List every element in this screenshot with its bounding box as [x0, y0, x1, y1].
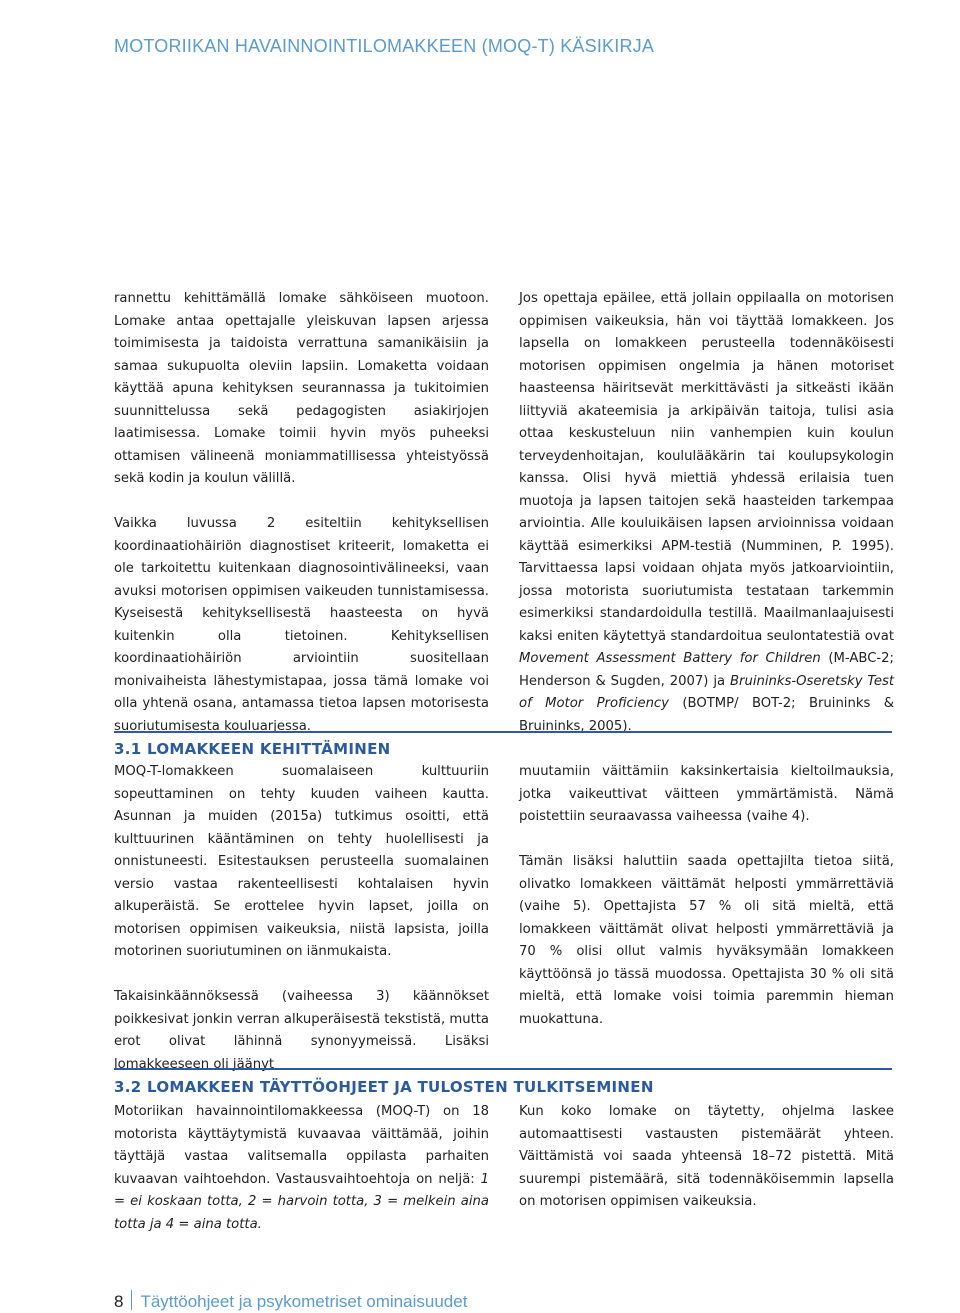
italic-text: 1 = ei koskaan totta, 2 = harvoin totta, 3 = melkein aina totta ja 4 = aina totta. [114, 1171, 489, 1232]
chapter-title: Täyttöohjeet ja psykometriset ominaisuudet [140, 1292, 468, 1311]
paragraph: Vaikka luvussa 2 esiteltiin kehityksellisen koordinaatiohäiriön diagnostiset kriteerit, lomaketta ei ole tarkoitettu kuitenkaan diagnosointivälineeksi, vaan avuksi motorisen oppimisen vaikeuden tunnistamisessa. Kyseisestä kehityksellisestä haasteesta on hyvä kuitenkin olla tietoinen. Kehityksellisen koordinaatiohäiriön arviointiin suositellaan monivaiheista lähestymistapaa, jossa tämä lomake voi olla yhtenä osana, antamassa tietoa lapsen motorisesta suoriutumisesta kouluarjessa. [114, 516, 489, 734]
section-divider [114, 731, 892, 733]
text-run: Jos opettaja epäilee, että jollain oppilaalla on motorisen oppimisen vaikeuksia, hän voi täyttää lomakkeen. Jos lapsella on lomakkeen perusteella todennäköisesti motorisen oppimisen ongelmia ja hänen motoriset haasteensa häiritsevät merkittävästi ja sitkeästi ikään liittyviä akateemisia ja arkipäivän taitoja, tulisi asia ottaa keskusteluun niin vanhempien kuin koulun terveydenhoitajan, koululääkärin tai koulupsykologin kanssa. Olisi hyvä miettiä yhdessä erilaisia tuen muotoja ja lapsen taitojen sekä haasteiden tarkempaa arviointia. Alle kouluikäisen lapsen arvioinnissa voidaan käyttää esimerkiksi APM-testiä (Numminen, P. 1995). Tarvittaessa lapsi voidaan ohjata myös jatkoarviointiin, jossa motorista suoriutumista testataan tarkemmin esimerkiksi standardoidulla testillä. Maailmanlaajuisesti kaksi eniten käytettyä standardoitua seulontatestiä ovat [519, 291, 894, 644]
paragraph: Takaisinkäännöksessä (vaiheessa 3) käännökset poikkesivat jonkin verran alkuperäisestä tekstistä, mutta erot olivat lähinnä synonyymeissä. Lisäksi lomakkeeseen oli jäänyt [114, 989, 489, 1072]
paragraph: MOQ-T-lomakkeen suomalaiseen kulttuuriin sopeuttaminen on tehty kuuden vaiheen kautta. Asunnan ja muiden (2015a) tutkimus osoitti, että kulttuurinen kääntäminen on tehty huolellisesti ja onnistuneesti. Esitestauksen perusteella suomalainen versio vastaa rakenteellisesti kohtalaisen hyvin alkuperäistä. Se erottelee hyvin lapset, joilla on motorisen oppimisen vaikeuksia, niistä lapsista, joilla motorinen suoriutuminen on iänmukaista. [114, 764, 489, 959]
top-left-column [114, 288, 489, 738]
page-footer [114, 1290, 467, 1312]
section1-left-column [114, 761, 489, 1076]
paragraph [519, 288, 894, 738]
paragraph: rannettu kehittämällä lomake sähköiseen muotoon. Lomake antaa opettajalle yleiskuvan lapsen arjessa toimimisesta ja taidoista verrattuna samanikäisiin ja samaa sukupuolta oleviin lapsiin. Lomaketta voidaan käyttää apuna kehityksen seurannassa ja tukitoimien suunnittelussa sekä pedagogisten asiakirjojen laatimisessa. Lomake toimii hyvin myös puheeksi ottamisen välineenä moniammatillisessa yhteistyössä sekä kodin ja koulun välillä. [114, 291, 489, 486]
italic-title: Bruininks-Oseretsky Test of Motor Proficiency [519, 673, 895, 711]
paragraph: Kun koko lomake on täytetty, ohjelma laskee automaattisesti vastausten pistemäärät yhteen. Väittämistä voi saada yhteensä 18–72 pistettä. Mitä suurempi pistemäärä, sitä todennäköisemmin lapsella on motorisen oppimisen vaikeuksia. [519, 1104, 894, 1209]
section-title-3-2: 3.2 LOMAKKEEN TÄYTTÖOHJEET JA TULOSTEN TULKITSEMINEN [114, 1078, 654, 1096]
section-divider [114, 1068, 892, 1070]
paragraph: Tämän lisäksi haluttiin saada opettajilta tietoa siitä, olivatko lomakkeen väittämät helposti ymmärrettäviä (vaihe 5). Opettajista 57 % oli sitä mieltä, että lomakkeen väittämät olivat helposti ymmärrettäviä ja 70 % olisi ollut valmis hyväksymään lomakkeen käyttöönsä jo tässä muodossa. Opettajista 30 % oli sitä mieltä, että lomake voisi toimia paremmin hieman muokattuna. [519, 854, 894, 1027]
text-run: (BOTMP/ BOT-2; Bruininks & Bruininks, 2005). [519, 696, 895, 734]
text-run: (M-ABC-2; Henderson & Sugden, 2007) ja [519, 651, 894, 689]
paragraph [114, 1101, 489, 1236]
paragraph: muutamiin väittämiin kaksinkertaisia kieltoilmauksia, jotka vaikeuttivat väitteen ymmärtämistä. Nämä poistettiin seuraavassa vaiheessa (vaihe 4). [519, 764, 894, 824]
section2-right-column [519, 1101, 894, 1214]
footer-separator [131, 1290, 132, 1310]
italic-title: Movement Assessment Battery for Children [519, 651, 821, 666]
running-header: MOTORIIKAN HAVAINNOINTILOMAKKEEN (MOQ-T) KÄSIKIRJA [114, 36, 655, 56]
top-right-column [519, 288, 894, 738]
section2-left-column [114, 1101, 489, 1236]
text-run: Motoriikan havainnointilomakkeessa (MOQ-T) on 18 motorista käyttäytymistä kuvaavaa väittämää, joihin täyttäjä vastaa valitsemalla oppilasta parhaiten kuvaavan vaihtoehdon. Vastausvaihtoehtoja on neljä: [114, 1104, 489, 1187]
section-title-3-1: 3.1 LOMAKKEEN KEHITTÄMINEN [114, 740, 391, 758]
section1-right-column [519, 761, 894, 1031]
page-number: 8 [114, 1292, 124, 1311]
